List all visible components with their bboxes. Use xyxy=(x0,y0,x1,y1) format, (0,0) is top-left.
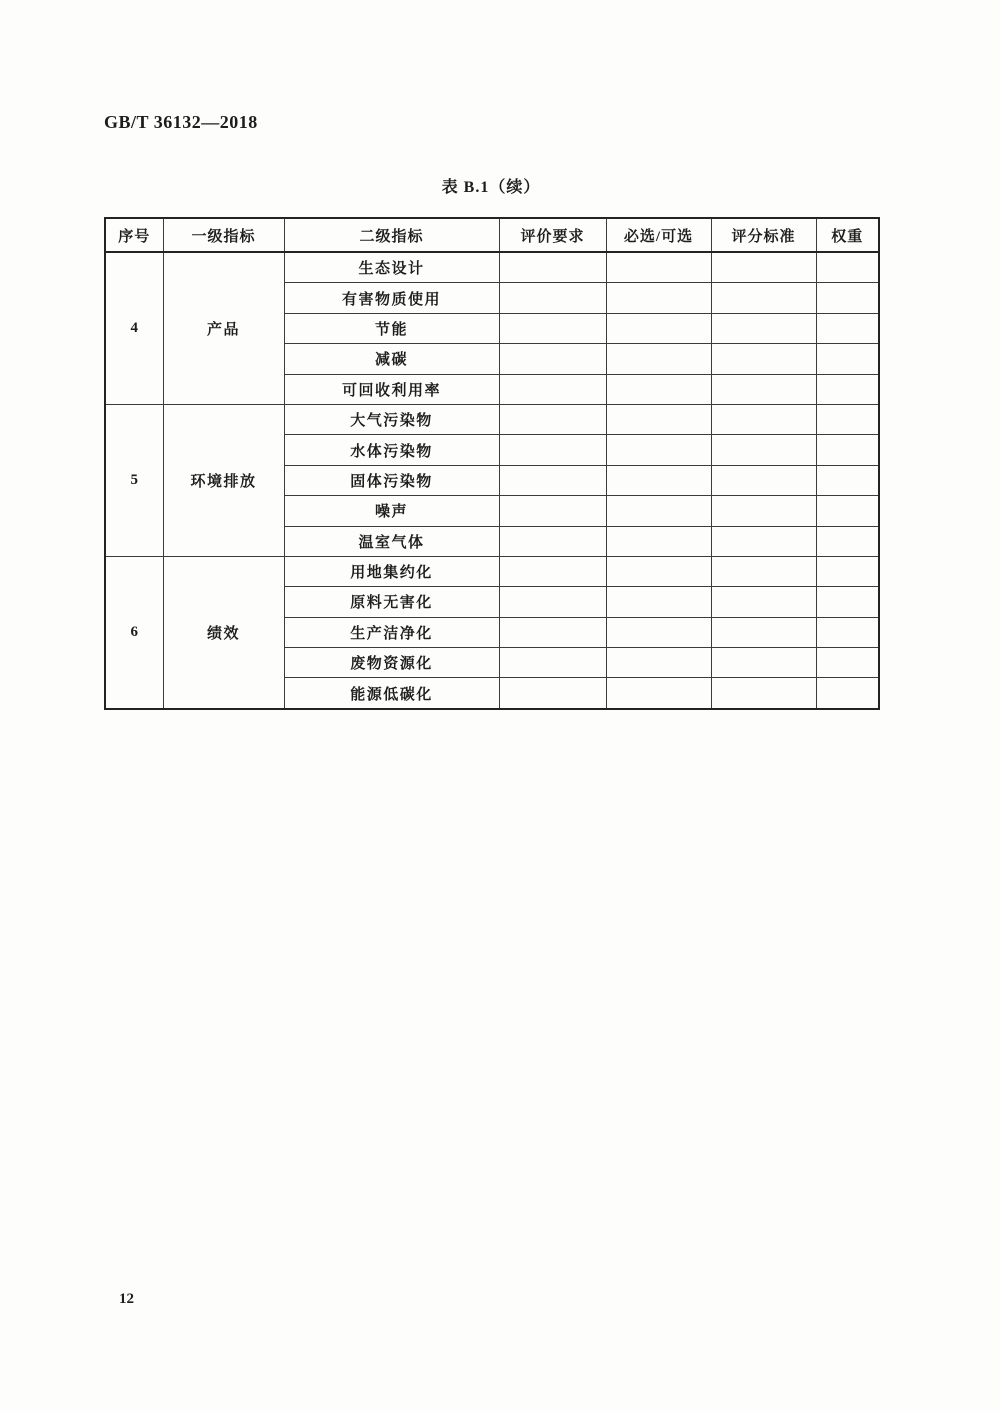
empty-cell xyxy=(711,526,816,556)
empty-cell xyxy=(711,344,816,374)
table-row xyxy=(105,252,879,283)
table-row xyxy=(105,556,879,586)
cell-level1-indicator: 绩效 xyxy=(163,556,284,708)
cell-level2-indicator: 原料无害化 xyxy=(284,587,499,617)
empty-cell xyxy=(499,252,606,283)
empty-cell xyxy=(499,313,606,343)
empty-cell xyxy=(711,465,816,495)
empty-cell xyxy=(606,435,711,465)
cell-level2-indicator: 温室气体 xyxy=(284,526,499,556)
cell-serial-number: 5 xyxy=(105,404,163,556)
column-header-scoring: 评分标准 xyxy=(711,218,816,252)
empty-cell xyxy=(499,587,606,617)
cell-level1-indicator: 产品 xyxy=(163,252,284,404)
header-row xyxy=(105,218,879,252)
empty-cell xyxy=(606,404,711,434)
empty-cell xyxy=(499,374,606,404)
empty-cell xyxy=(816,283,879,313)
empty-cell xyxy=(711,648,816,678)
empty-cell xyxy=(816,556,879,586)
column-header-serial: 序号 xyxy=(105,218,163,252)
empty-cell xyxy=(499,526,606,556)
empty-cell xyxy=(711,283,816,313)
empty-cell xyxy=(606,617,711,647)
cell-level2-indicator: 节能 xyxy=(284,313,499,343)
column-header-level1: 一级指标 xyxy=(163,218,284,252)
cell-level1-indicator: 环境排放 xyxy=(163,404,284,556)
empty-cell xyxy=(711,435,816,465)
cell-level2-indicator: 可回收利用率 xyxy=(284,374,499,404)
empty-cell xyxy=(499,648,606,678)
empty-cell xyxy=(816,374,879,404)
empty-cell xyxy=(499,465,606,495)
cell-level2-indicator: 固体污染物 xyxy=(284,465,499,495)
empty-cell xyxy=(816,435,879,465)
empty-cell xyxy=(816,648,879,678)
empty-cell xyxy=(711,404,816,434)
empty-cell xyxy=(606,648,711,678)
cell-level2-indicator: 噪声 xyxy=(284,496,499,526)
cell-level2-indicator: 用地集约化 xyxy=(284,556,499,586)
empty-cell xyxy=(816,404,879,434)
table-row xyxy=(105,404,879,434)
cell-level2-indicator: 生态设计 xyxy=(284,252,499,283)
empty-cell xyxy=(816,678,879,709)
cell-serial-number: 6 xyxy=(105,556,163,708)
cell-level2-indicator: 减碳 xyxy=(284,344,499,374)
empty-cell xyxy=(499,404,606,434)
indicator-table xyxy=(104,217,880,710)
empty-cell xyxy=(499,496,606,526)
empty-cell xyxy=(816,344,879,374)
cell-level2-indicator: 大气污染物 xyxy=(284,404,499,434)
cell-level2-indicator: 有害物质使用 xyxy=(284,283,499,313)
empty-cell xyxy=(711,374,816,404)
cell-level2-indicator: 能源低碳化 xyxy=(284,678,499,709)
empty-cell xyxy=(816,252,879,283)
cell-serial-number: 4 xyxy=(105,252,163,404)
empty-cell xyxy=(499,344,606,374)
column-header-requirement: 评价要求 xyxy=(499,218,606,252)
column-header-level2: 二级指标 xyxy=(284,218,499,252)
page-number: 12 xyxy=(119,1291,134,1307)
empty-cell xyxy=(499,617,606,647)
empty-cell xyxy=(711,496,816,526)
cell-level2-indicator: 生产洁净化 xyxy=(284,617,499,647)
column-header-mandatory-optional: 必选/可选 xyxy=(606,218,711,252)
cell-level2-indicator: 废物资源化 xyxy=(284,648,499,678)
empty-cell xyxy=(711,587,816,617)
empty-cell xyxy=(606,587,711,617)
empty-cell xyxy=(816,313,879,343)
empty-cell xyxy=(711,556,816,586)
empty-cell xyxy=(816,496,879,526)
standard-code: GB/T 36132—2018 xyxy=(104,112,258,132)
empty-cell xyxy=(711,617,816,647)
empty-cell xyxy=(499,678,606,709)
empty-cell xyxy=(816,526,879,556)
empty-cell xyxy=(499,556,606,586)
empty-cell xyxy=(606,374,711,404)
empty-cell xyxy=(606,344,711,374)
empty-cell xyxy=(711,252,816,283)
empty-cell xyxy=(499,283,606,313)
empty-cell xyxy=(711,678,816,709)
empty-cell xyxy=(606,496,711,526)
empty-cell xyxy=(606,678,711,709)
empty-cell xyxy=(816,465,879,495)
empty-cell xyxy=(499,435,606,465)
column-header-weight: 权重 xyxy=(816,218,879,252)
cell-level2-indicator: 水体污染物 xyxy=(284,435,499,465)
empty-cell xyxy=(606,556,711,586)
empty-cell xyxy=(711,313,816,343)
empty-cell xyxy=(606,313,711,343)
empty-cell xyxy=(606,465,711,495)
empty-cell xyxy=(816,587,879,617)
empty-cell xyxy=(816,617,879,647)
table-title: 表 B.1（续） xyxy=(441,179,541,196)
empty-cell xyxy=(606,283,711,313)
empty-cell xyxy=(606,526,711,556)
empty-cell xyxy=(606,252,711,283)
